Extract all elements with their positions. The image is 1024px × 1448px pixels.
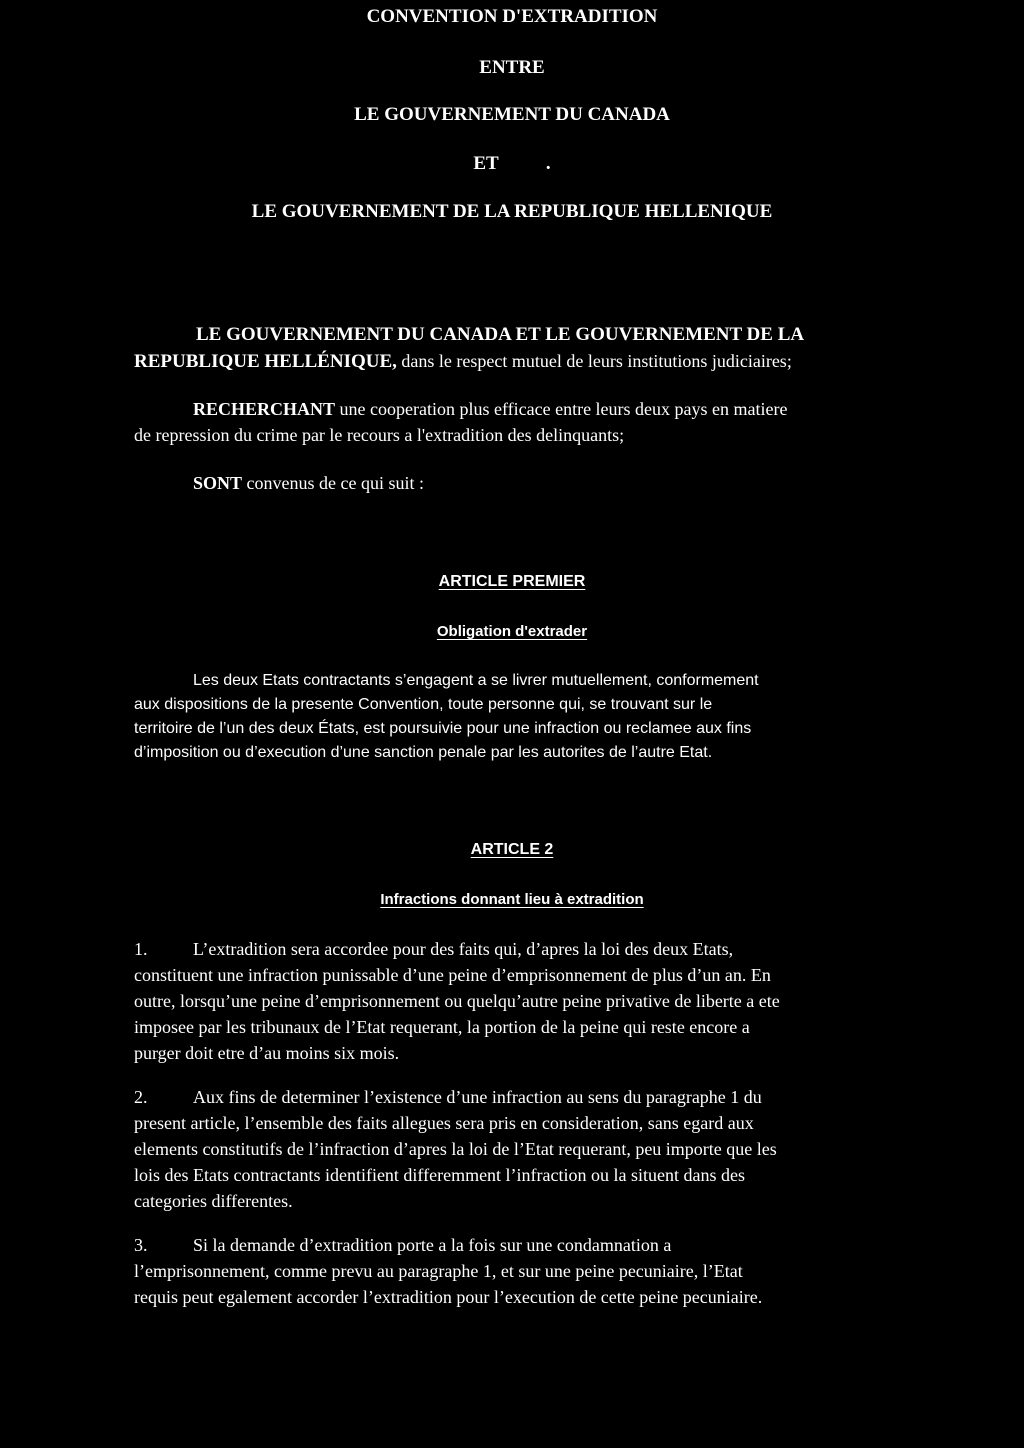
article-2-para-1-number: 1. [134,939,148,959]
article-2-para-3-number: 3. [134,1235,148,1255]
preamble-p1-line2 [134,350,792,373]
article-2-para-2-line-5: categories differentes. [134,1191,293,1211]
title-et [0,153,1024,175]
article-2-para-1-line-5: purger doit etre d’au moins six mois. [134,1043,400,1063]
article-1-subheading-text: Obligation d'extrader [436,623,588,640]
preamble-p2-bold: RECHERCHANT [193,399,336,419]
title-canada: LE GOUVERNEMENT DU CANADA [354,104,670,125]
title-grece: LE GOUVERNEMENT DE LA REPUBLIQUE HELLENIQUE [251,201,773,222]
preamble-p1-rest: dans le respect mutuel de leurs institutions judiciaires; [396,351,792,371]
article-2-para-2-line-2: present article, l’ensemble des faits allegues sera pris en consideration, sans egard aux [134,1113,754,1133]
article-2-para-1-line-1: L’extradition sera accordee pour des faits qui, d’apres la loi des deux Etats, [193,939,734,959]
article-2-para-2-line-4: lois des Etats contractants identifient differemment l’infraction ou la situent dans des [134,1165,745,1185]
article-2-para-3-line-2: l’emprisonnement, comme prevu au paragraphe 1, et sur une peine pecuniaire, l’Etat [134,1261,743,1281]
article-1-line-2: aux dispositions de la presente Convention, toute personne qui, se trouvant sur le [134,696,713,713]
article-2-para-2-number: 2. [134,1087,148,1107]
preamble-p2-rest: une cooperation plus efficace entre leurs deux pays en matiere [335,399,788,419]
article-1-subheading [0,623,1024,640]
article-2-para-1-line-2: constituent une infraction punissable d’une peine d’emprisonnement de plus d’un an. En [134,965,771,985]
article-2-para-2-line-1: Aux fins de determiner l’existence d’une infraction au sens du paragraphe 1 du [193,1087,762,1107]
preamble-p3-rest: convenus de ce qui suit : [242,473,424,493]
preamble-p3-bold: SONT [193,473,243,493]
article-2-para-3-line-3: requis peut egalement accorder l’extradition pour l’execution de cette peine pecuniaire. [134,1287,763,1307]
title-et-mark: . [545,153,551,174]
title-entre: ENTRE [479,57,545,78]
article-1-heading [0,573,1024,591]
article-2-para-1-line-4: imposee par les tribunaux de l’Etat requerant, la portion de la peine qui reste encore a [134,1017,750,1037]
article-2-para-2-line-3: elements constitutifs de l’infraction d’apres la loi de l’Etat requerant, peu importe que les [134,1139,777,1159]
preamble-p1-line1: LE GOUVERNEMENT DU CANADA ET LE GOUVERNEMENT DE LA [196,324,805,345]
article-1-line-1: Les deux Etats contractants s’engagent a se livrer mutuellement, conformement [193,672,759,689]
article-2-heading-text: ARTICLE 2 [470,841,554,858]
article-1-heading-text: ARTICLE PREMIER [438,573,586,590]
preamble-p3 [193,472,424,494]
article-2-heading [0,841,1024,859]
title-et-text: ET [473,153,499,174]
preamble-p2-line1 [193,398,788,420]
article-2-para-3-line-1: Si la demande d’extradition porte a la fois sur une condamnation a [193,1235,672,1255]
article-2-subheading-text: Infractions donnant lieu à extradition [380,891,644,908]
title-convention: CONVENTION D'EXTRADITION [366,6,658,27]
article-2-para-1-line-3: outre, lorsqu’une peine d’emprisonnement ou quelqu’autre peine privative de liberte a ete [134,991,780,1011]
preamble-p2-line2: de repression du crime par le recours a l'extradition des delinquants; [134,425,625,445]
article-1-line-4: d’imposition ou d’execution d’une sanction penale par les autorites de l’autre Etat. [134,744,713,761]
article-1-line-3: territoire de l’un des deux États, est poursuivie pour une infraction ou reclamee aux fins [134,720,752,737]
article-2-subheading [0,891,1024,908]
preamble-p1-bold: REPUBLIQUE HELLÉNIQUE, [134,351,397,372]
